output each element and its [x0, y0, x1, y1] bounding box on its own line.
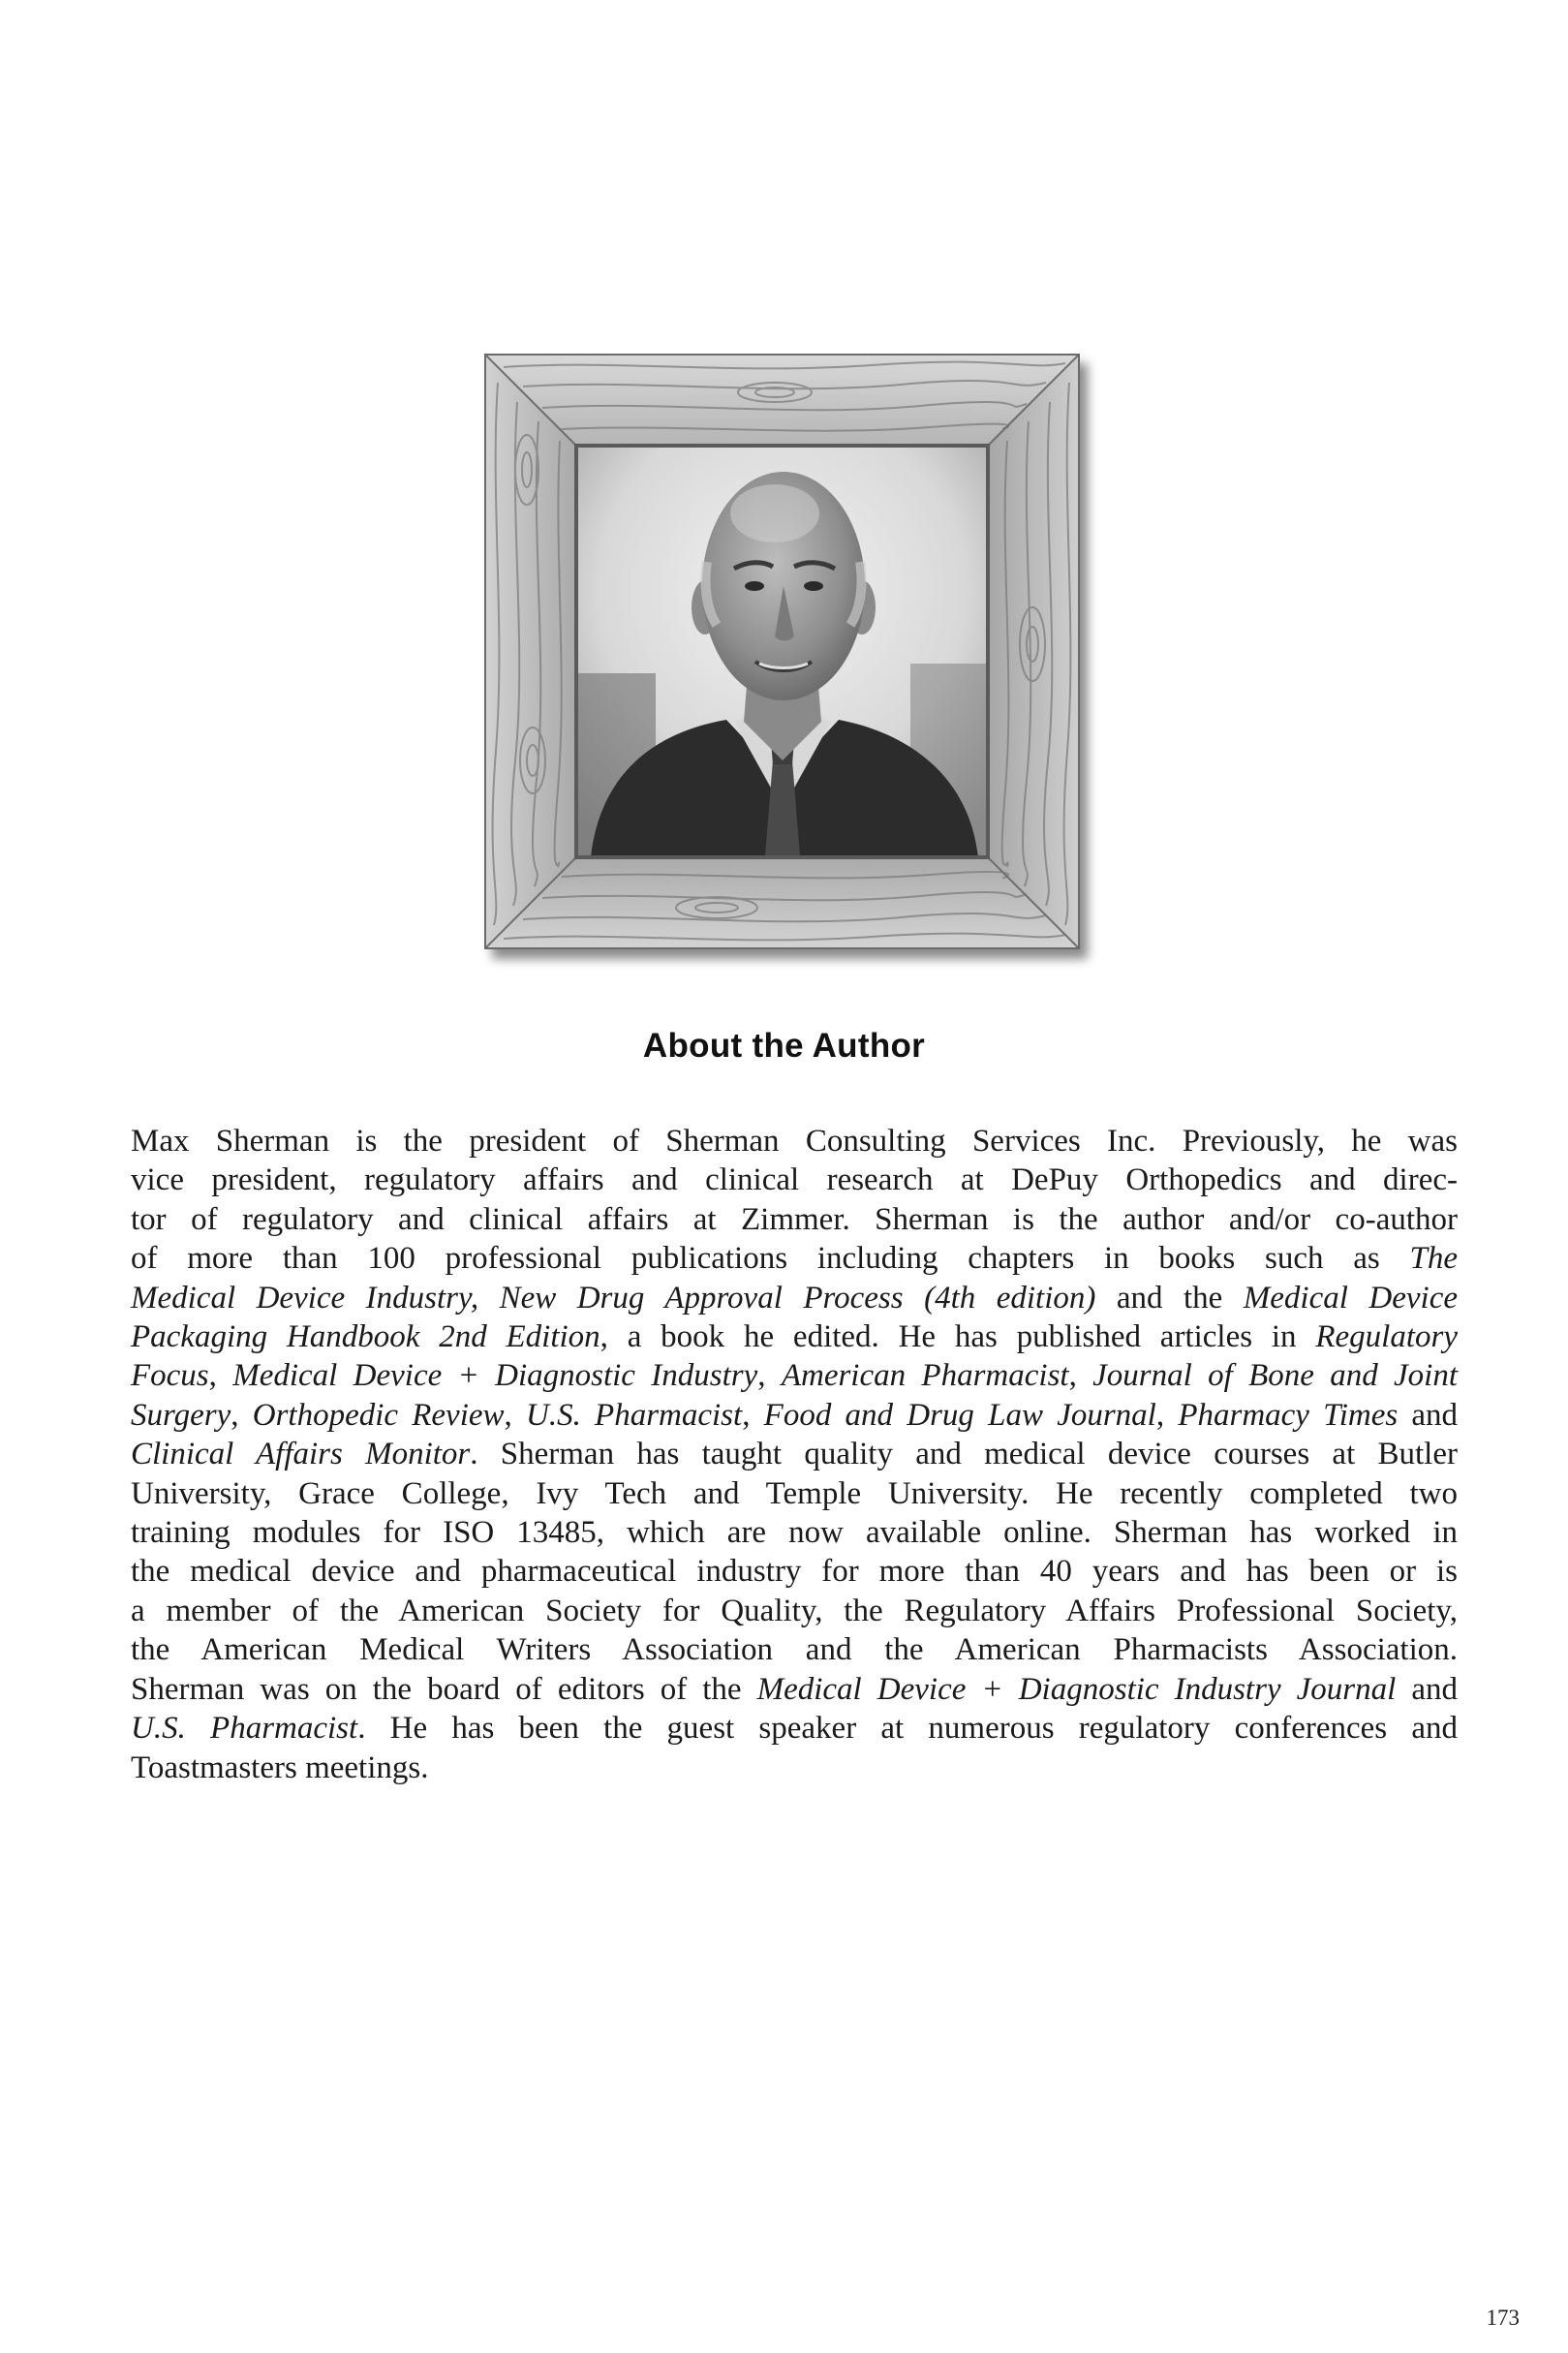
- bio-line: [131, 1317, 1458, 1356]
- section-heading: About the Author: [642, 1027, 926, 1065]
- bio-text: ,: [208, 1358, 233, 1394]
- bio-line: [131, 1356, 1458, 1395]
- italic-title: Medical Device + Diagnostic Industry: [232, 1358, 758, 1394]
- bio-line: [131, 1513, 1458, 1552]
- bio-line: [131, 1161, 1458, 1199]
- bio-line: [131, 1709, 1458, 1748]
- bio-text: University, Grace College, Ivy Tech and Temple University. He recently completed two: [131, 1475, 1458, 1511]
- bio-text: of more than 100 professional publications including chapters in books such as: [131, 1241, 1410, 1277]
- bio-line: [131, 1122, 1458, 1161]
- bio-line: [131, 1435, 1458, 1473]
- bio-line: [131, 1200, 1458, 1239]
- bio-text: ,: [1155, 1397, 1179, 1433]
- bio-text: training modules for ISO 13485, which are now available online. Sherman has worked in: [131, 1515, 1458, 1551]
- bio-line: [131, 1239, 1458, 1278]
- italic-title: Medical Device: [1243, 1280, 1458, 1316]
- italic-title: Surgery: [131, 1397, 231, 1433]
- bio-text: ,: [742, 1397, 764, 1433]
- italic-title: Packaging Handbook 2nd Edition: [131, 1319, 600, 1355]
- bio-text: ,: [231, 1397, 253, 1433]
- bio-text: ,: [1068, 1358, 1093, 1394]
- bio-text: a member of the American Society for Quality, the Regulatory Affairs Professional Society,: [131, 1593, 1458, 1628]
- bio-line: [131, 1552, 1458, 1591]
- bio-text: the American Medical Writers Association and the American Pharmacists Association.: [131, 1632, 1458, 1668]
- bio-text: the medical device and pharmaceutical industry for more than 40 years and has been or is: [131, 1554, 1458, 1590]
- italic-title: Regulatory: [1315, 1319, 1458, 1355]
- italic-title: Food and Drug Law Journal: [763, 1397, 1156, 1433]
- bio-line: [131, 1592, 1458, 1630]
- bio-text: tor of regulatory and clinical affairs at Zimmer. Sherman is the author and/or co-author: [131, 1201, 1458, 1237]
- bio-text: vice president, regulatory affairs and clinical research at DePuy Orthopedics and direc-: [131, 1162, 1458, 1198]
- bio-line: [131, 1630, 1458, 1669]
- bio-text: ,: [504, 1397, 526, 1433]
- italic-title: Journal of Bone and Joint: [1092, 1358, 1459, 1394]
- bio-text: . Sherman has taught quality and medical device courses at Butler: [470, 1437, 1458, 1472]
- italic-title: The: [1409, 1241, 1458, 1277]
- italic-title: American Pharmacist: [781, 1358, 1069, 1394]
- bio-line: [131, 1396, 1458, 1435]
- author-bio: [131, 1122, 1458, 1787]
- picture-frame: [484, 354, 1080, 949]
- italic-title: U.S. Pharmacist: [131, 1711, 358, 1747]
- italic-title: Focus: [131, 1358, 209, 1394]
- bio-line: [131, 1474, 1458, 1513]
- bio-text: and: [1398, 1397, 1459, 1433]
- bio-text: ,: [757, 1358, 782, 1394]
- italic-title: Orthopedic Review: [252, 1397, 505, 1433]
- bio-text: , a book he edited. He has published articles in: [600, 1319, 1316, 1355]
- framed-portrait: [484, 354, 1080, 949]
- page-number: 173: [1486, 2306, 1520, 2330]
- italic-title: U.S. Pharmacist: [526, 1397, 743, 1433]
- italic-title: Pharmacy Times: [1178, 1397, 1399, 1433]
- italic-title: Medical Device + Diagnostic Industry Journal: [756, 1671, 1397, 1707]
- bio-text: Max Sherman is the president of Sherman Consulting Services Inc. Previously, he was: [131, 1124, 1458, 1159]
- italic-title: Medical Device Industry, New Drug Approval Process (4th edition): [131, 1280, 1096, 1316]
- bio-text: . He has been the guest speaker at numerous regulatory conferences and: [357, 1711, 1458, 1747]
- bio-text: Sherman was on the board of editors of the: [131, 1671, 757, 1707]
- italic-title: Clinical Affairs Monitor: [131, 1437, 471, 1472]
- bio-text: and: [1396, 1671, 1458, 1707]
- bio-line: [131, 1670, 1458, 1709]
- bio-line: [131, 1279, 1458, 1317]
- bio-text: Toastmasters meetings.: [131, 1749, 429, 1785]
- bio-line: [131, 1749, 1458, 1787]
- bio-text: and the: [1095, 1280, 1244, 1316]
- author-photo: [578, 448, 988, 857]
